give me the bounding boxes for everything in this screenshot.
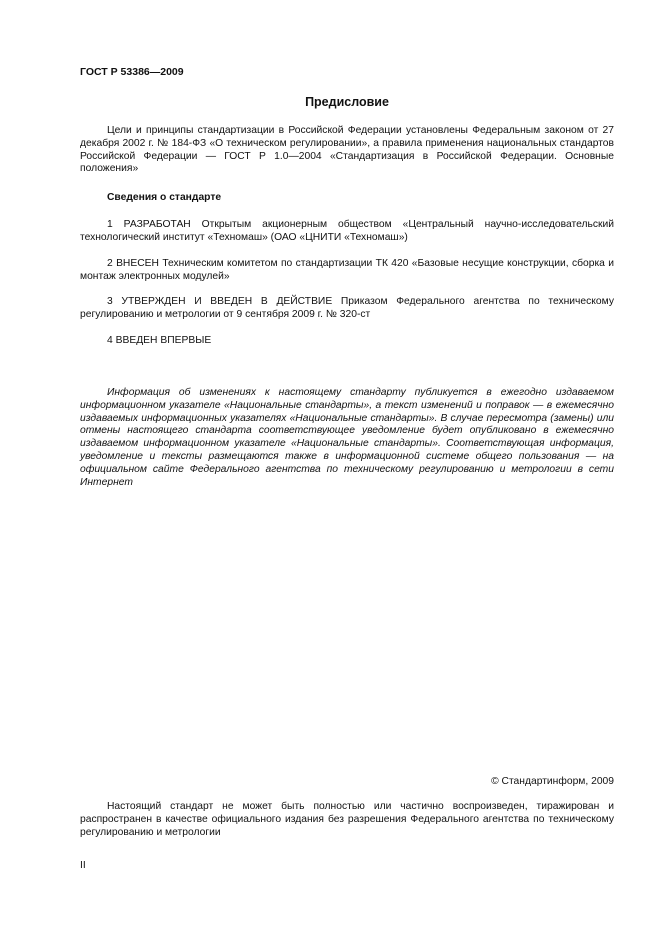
info-item-1: 1 РАЗРАБОТАН Открытым акционерным обществом «Центральный научно-исследовательский технологический институт «Техномаш» (ОАО «ЦНИТИ «Техномаш») (80, 219, 614, 243)
info-item-3: 3 УТВЕРЖДЕН И ВВЕДЕН В ДЕЙСТВИЕ Приказом Федерального агентства по техническому регулированию и метрологии от 9 сентября 2009 г. № 320-ст (80, 296, 614, 320)
document-header: ГОСТ Р 53386—2009 (80, 66, 184, 78)
rights-notice: Настоящий стандарт не может быть полностью или частично воспроизведен, тиражирован и распространен в качестве официального издания без разрешения Федерального агентства по техническому регулированию и метрологии (80, 801, 614, 838)
page-title: Предисловие (305, 95, 389, 109)
page-number: II (80, 860, 86, 871)
info-heading: Сведения о стандарте (107, 192, 222, 203)
info-item-2: 2 ВНЕСЕН Техническим комитетом по стандартизации ТК 420 «Базовые несущие конструкции, сборка и монтаж электронных модулей» (80, 258, 614, 282)
intro-paragraph: Цели и принципы стандартизации в Российской Федерации установлены Федеральным законом от 27 декабря 2002 г. № 184-ФЗ «О техническом регулировании», а правила применения национальных стандартов Российской Федерации — ГОСТ Р 1.0—2004 «Стандартизация в Российской Федерации. Основные положения» (80, 125, 614, 175)
changes-notice: Информация об изменениях к настоящему стандарту публикуется в ежегодно издаваемом информационном указателе «Национальные стандарты», а текст изменений и поправок — в ежемесячно издаваемых информационных указателях «Национальные стандарты». В случае пересмотра (замены) или отмены настоящего стандарта соответствующее уведомление будет опубликовано в ежемесячно издаваемом информационном указателе «Национальные стандарты». Соответствующая информация, уведомление и тексты размещаются также в информационной системе общего пользования — на официальном сайте Федерального агентства по техническому регулированию и метрологии в сети Интернет (80, 387, 614, 488)
info-item-4: 4 ВВЕДЕН ВПЕРВЫЕ (107, 335, 212, 346)
copyright-line: © Стандартинформ, 2009 (491, 776, 614, 787)
